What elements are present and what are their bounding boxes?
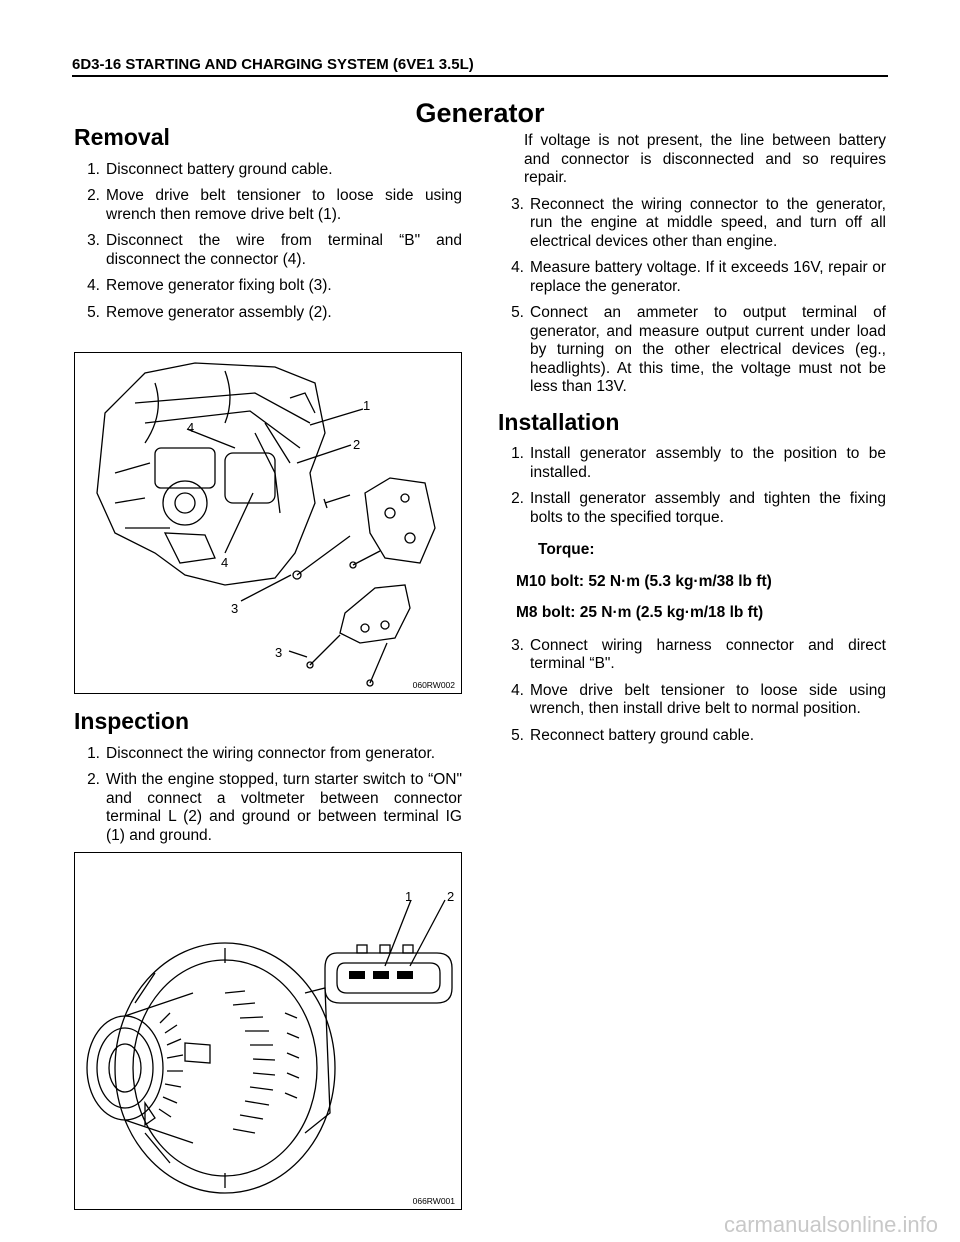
right-column	[498, 132, 886, 753]
list-item: 4. Move drive belt tensioner to loose side using wrench, then install drive belt to normal position.	[511, 681, 886, 717]
torque-m10: M10 bolt: 52 N·m (5.3 kg·m/38 lb ft)	[516, 572, 772, 590]
list-item: 1. Disconnect the wiring connector from generator.	[87, 744, 436, 762]
removal-heading: Removal	[74, 124, 170, 150]
generator-figure	[74, 852, 462, 1210]
generator-illustration	[75, 853, 461, 1209]
page-header: 6D3-16 STARTING AND CHARGING SYSTEM (6VE1 3.5L)	[72, 56, 474, 73]
list-item: 3. Connect wiring harness connector and direct terminal “B".	[511, 636, 886, 672]
inspection-heading: Inspection	[74, 708, 190, 734]
removal-steps	[74, 161, 462, 323]
callout-1: 1	[363, 398, 371, 413]
callout-4-bottom: 4	[221, 555, 229, 570]
torque-m8: M8 bolt: 25 N·m (2.5 kg·m/18 lb ft)	[516, 604, 764, 621]
list-item: 3. Disconnect the wire from terminal “B" and disconnect the connector (4).	[87, 232, 462, 268]
page-title: Generator	[415, 98, 545, 128]
callout-4-top: 4	[187, 420, 195, 435]
torque-label: Torque:	[538, 541, 595, 558]
list-item: 5. Reconnect battery ground cable.	[511, 726, 755, 744]
list-item: 1. Disconnect battery ground cable.	[87, 160, 333, 178]
list-item: 2. With the engine stopped, turn starter switch to “ON" and connect a voltmeter between connector terminal L (2) and ground or between terminal IG (1) and ground.	[87, 771, 462, 844]
inspection-continuation: If voltage is not present, the line between battery and connector is disconnected and so requires repair.	[524, 132, 886, 186]
watermark: carmanualsonline.info	[723, 1212, 938, 1237]
header-rule	[72, 75, 888, 77]
list-item: 5. Connect an ammeter to output terminal of generator, and measure output current under load by turning on the other electrical devices (eg., headlights). At this time, the voltage must not be less than 13V.	[511, 304, 886, 395]
list-item: 4. Remove generator fixing bolt (3).	[87, 277, 332, 294]
list-item: 4. Measure battery voltage. If it exceeds 16V, repair or replace the generator.	[511, 259, 886, 295]
installation-steps	[498, 445, 886, 527]
list-item: 5. Remove generator assembly (2).	[87, 303, 332, 321]
list-item: 2. Move drive belt tensioner to loose side using wrench then remove drive belt (1).	[87, 187, 462, 223]
inspection-steps	[74, 745, 462, 846]
inspection-section	[74, 708, 462, 853]
callout-3-top: 3	[231, 601, 239, 616]
callout-1: 1	[405, 889, 413, 904]
left-column	[74, 124, 462, 330]
callout-2: 2	[447, 889, 455, 904]
list-item: 1. Install generator assembly to the position to be installed.	[511, 445, 886, 481]
inspection-steps-continued	[498, 196, 886, 397]
callout-2: 2	[353, 437, 361, 452]
callout-3-bottom: 3	[275, 645, 283, 660]
list-item: 3. Reconnect the wiring connector to the generator, run the engine at middle speed, and turn off all electrical devices other than engine.	[511, 195, 886, 250]
engine-illustration	[75, 353, 461, 693]
list-item: 2. Install generator assembly and tighten the fixing bolts to the specified torque.	[511, 490, 886, 526]
figure-id: 060RW002	[412, 680, 455, 690]
installation-heading: Installation	[498, 408, 620, 435]
installation-steps-continued	[498, 637, 886, 746]
figure-id: 066RW001	[412, 1196, 455, 1206]
engine-figure	[74, 352, 462, 694]
